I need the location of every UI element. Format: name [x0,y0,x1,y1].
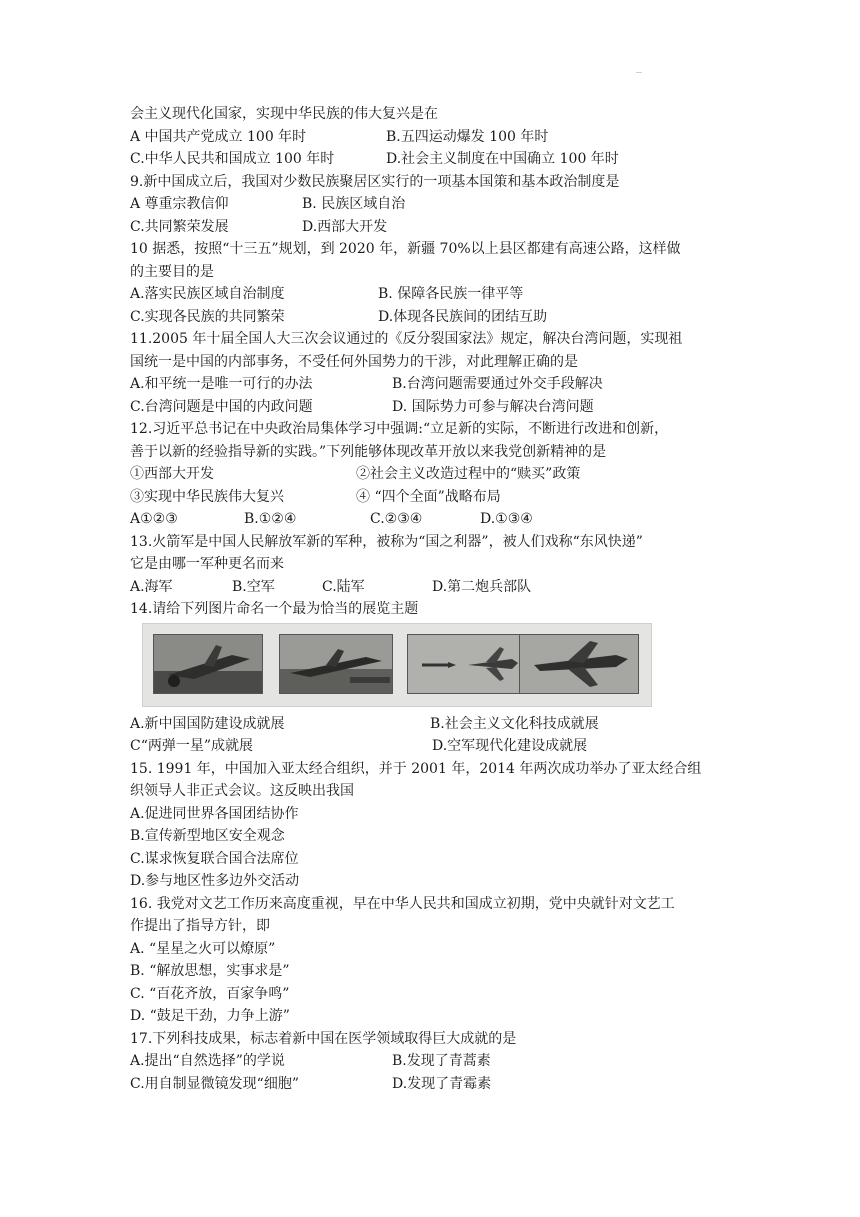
q14-option-a[interactable]: A.新中国国防建设成就展 [130,715,285,732]
q8-options-row2 [130,148,730,171]
q15-option-c[interactable]: C.谋求恢复联合国合法席位 [130,850,299,867]
q12-item-4: ④ “四个全面”战略布局 [356,488,501,505]
q16-option-d[interactable]: D. “鼓足干劲，力争上游” [130,1008,290,1024]
q15-option-b[interactable]: B.宣传新型地区安全观念 [130,828,285,844]
q14-photo-missile-fighter [407,634,527,694]
q10-stem-line1: 10 据悉，按照“十三五”规划，到 2020 年，新疆 70%以上县区都建有高速公路，这样做 [130,241,681,257]
q16-stem-line1: 16. 我党对文艺工作历来高度重视，早在中华人民共和国成立初期，党中央就针对文艺工 [130,895,675,912]
q17-option-c[interactable]: C.用自制显微镜发现“细胞” [130,1075,299,1092]
q14-option-b[interactable]: B.社会主义文化科技成就展 [430,715,599,732]
q13-option-a[interactable]: A.海军 [130,578,173,595]
q16-stem-line2: 作提出了指导方针，即 [130,918,270,934]
q10-option-b[interactable]: B. 保障各民族一律平等 [378,286,524,302]
q9-option-b[interactable]: B. 民族区域自治 [302,196,406,212]
q9-stem: 9.新中国成立后，我国对少数民族聚居区实行的一项基本国策和基本政治制度是 [130,173,620,190]
q12-option-c[interactable]: C.②③④ [370,511,423,527]
q10-options-row1 [130,283,730,306]
q13-option-b[interactable]: B.空军 [232,578,275,595]
q16-option-c[interactable]: C. “百花齐放，百家争鸣” [130,985,290,1002]
q9-options-row1 [130,193,730,216]
q10-option-c[interactable]: C.实现各民族的共同繁荣 [130,308,285,325]
q15-stem-line1: 15. 1991 年，中国加入亚太经合组织，并于 2001 年，2014 年两次成功举办了亚太经合组 [130,760,702,777]
q12-options-row [130,508,730,531]
q12-stem-line2: 善于以新的经验指导新的实践。”下列能够体现改革开放以来我党创新精神的是 [130,443,607,460]
q17-option-d[interactable]: D.发现了青霉素 [392,1075,492,1092]
q14-photo-stealth-fighter [519,634,639,694]
q8-option-d[interactable]: D.社会主义制度在中国确立 100 年时 [386,151,619,167]
q14-options-row2 [130,735,730,758]
q11-options-row1 [130,373,730,396]
q10-option-d[interactable]: D.体现各民族间的团结互助 [378,308,548,325]
q17-options-row1 [130,1050,730,1073]
q17-option-b[interactable]: B.发现了青蒿素 [392,1053,491,1069]
q11-option-b[interactable]: B.台湾问题需要通过外交手段解决 [392,376,603,392]
q9-option-d[interactable]: D.西部大开发 [302,218,388,235]
q9-option-a[interactable]: A 尊重宗教信仰 [130,196,229,212]
q12-item-3: ③实现中华民族伟大复兴 [130,488,284,505]
q8-option-a[interactable]: A 中国共产党成立 100 年时 [130,128,307,145]
q12-items-row2 [130,486,730,509]
q8-stem: 会主义现代化国家，实现中华民族的伟大复兴是在 [130,106,438,122]
q12-stem-line1: 12.习近平总书记在中央政治局集体学习中强调:“立足新的实际，不断进行改进和创新， [130,421,669,437]
q13-stem-line2: 它是由哪一军种更名而来 [130,556,284,572]
q8-option-c[interactable]: C.中华人民共和国成立 100 年时 [130,151,335,167]
q14-option-d[interactable]: D.空军现代化建设成就展 [432,738,588,754]
q12-item-1: ①西部大开发 [130,466,214,482]
q12-item-2: ②社会主义改造过程中的“赎买”政策 [356,466,581,482]
q11-option-d[interactable]: D. 国际势力可参与解决台湾问题 [392,398,594,415]
q11-stem-line1: 11.2005 年十届全国人大三次会议通过的《反分裂国家法》规定，解决台湾问题，实现祖 [130,331,683,347]
q12-option-d[interactable]: D.①③④ [480,511,533,527]
q11-option-c[interactable]: C.台湾问题是中国的内政问题 [130,398,313,415]
q9-option-c[interactable]: C.共同繁荣发展 [130,218,229,235]
q14-photo-carrier-jet [279,634,393,694]
q8-option-b[interactable]: B.五四运动爆发 100 年时 [386,128,549,145]
q13-option-d[interactable]: D.第二炮兵部队 [432,578,532,595]
q14-options-row1 [130,713,730,736]
q17-stem: 17.下列科技成果，标志着新中国在医学领域取得巨大成就的是 [130,1030,517,1047]
q8-options-row1 [130,126,730,149]
q17-options-row2 [130,1073,730,1096]
q10-option-a[interactable]: A.落实民族区域自治制度 [130,286,285,302]
q9-options-row2 [130,216,730,239]
q14-photo-strip [142,623,652,707]
q13-options-row [130,576,730,599]
q12-items-row1 [130,463,730,486]
q14-photo-jet-launch [153,634,263,694]
q12-option-a[interactable]: A①②③ [130,511,178,527]
corner-mark [636,72,642,73]
q12-option-b[interactable]: B.①②④ [244,511,297,527]
q13-option-c[interactable]: C.陆军 [322,578,365,595]
q14-option-c[interactable]: C“两弹一星”成就展 [130,738,254,754]
q10-options-row2 [130,306,730,329]
q11-option-a[interactable]: A.和平统一是唯一可行的办法 [130,376,313,392]
q13-stem-line1: 13.火箭军是中国人民解放军新的军种，被称为“国之利器”，被人们戏称“东风快递” [130,533,643,550]
q15-stem-line2: 织领导人非正式会议。这反映出我国 [130,783,354,799]
q15-option-a[interactable]: A.促进同世界各国团结协作 [130,805,299,822]
q16-option-b[interactable]: B. “解放思想，实事求是” [130,963,290,979]
q11-options-row2 [130,396,730,419]
q10-stem-line2: 的主要目的是 [130,263,214,280]
q14-stem: 14.请给下列图片命名一个最为恰当的展览主题 [130,601,419,617]
q16-option-a[interactable]: A. “星星之火可以燎原” [130,940,276,957]
q15-option-d[interactable]: D.参与地区性多边外交活动 [130,873,300,889]
exam-page [130,103,730,1095]
q17-option-a[interactable]: A.提出“自然选择”的学说 [130,1053,285,1069]
q11-stem-line2: 国统一是中国的内部事务，不受任何外国势力的干涉，对此理解正确的是 [130,353,578,370]
